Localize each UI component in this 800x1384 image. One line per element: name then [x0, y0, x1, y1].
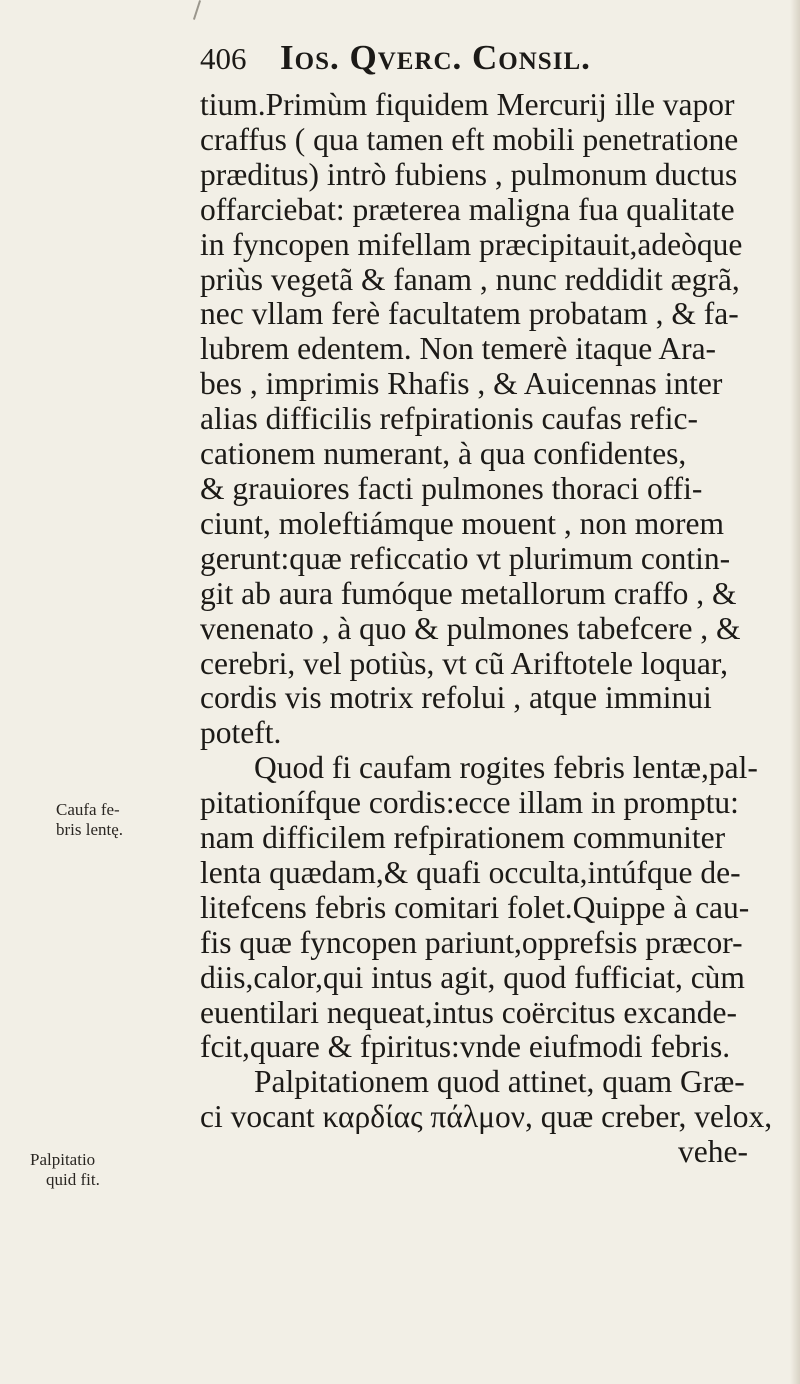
text-line: & grauiores facti pulmones thoraci offi-	[200, 470, 703, 506]
marginal-note-caufa	[56, 800, 166, 840]
text-line: præditus) intrò fubiens , pulmonum ductus	[200, 156, 738, 192]
text-line: ciunt, moleftiámque mouent , non morem	[200, 505, 725, 541]
text-line: nam difficilem refpirationem communiter	[200, 820, 726, 856]
text-line: pitationífque cordis:ecce illam in promptu:	[200, 785, 739, 821]
text-line: nec vllam ferè facultatem probatam , & fa-	[200, 296, 739, 332]
text-line: euentilari nequeat,intus coërcitus excande-	[200, 994, 738, 1030]
text-line: cordis vis motrix refolui , atque imminui	[200, 680, 712, 716]
text-line: fcit,quare & fpiritus:vnde eiufmodi febris.	[200, 1029, 731, 1065]
text-line: priùs vegetã & fanam , nunc reddidit ægrã,	[200, 261, 740, 297]
marginal-note-line: quid fit.	[46, 1170, 100, 1189]
page-edge-shadow	[790, 0, 800, 1384]
text-line: tium.Primùm fiquidem Mercurij ille vapor	[200, 87, 735, 122]
body-text	[200, 88, 784, 1170]
text-line: diis,calor,qui intus agit, quod fufficiat, cùm	[200, 959, 745, 995]
paragraph-start-line: Palpitationem quod attinet, quam Græ-	[254, 1064, 745, 1100]
text-line: gerunt:quæ reficcatio vt plurimum contin-	[200, 540, 731, 576]
running-title: Ios. Qverc. Consil.	[280, 38, 591, 77]
text-line: litefcens febris comitari folet.Quippe à cau-	[200, 889, 750, 925]
text-line: cationem numerant, à qua confidentes,	[200, 436, 687, 472]
text-line: ci vocant καρδίας πάλμον, quæ creber, velox,	[200, 1099, 773, 1135]
catchword: vehe-	[678, 1134, 748, 1170]
text-line: git ab aura fumóque metallorum craffo , &	[200, 575, 737, 611]
text-line: in fyncopen mifellam præcipitauit,adeòque	[200, 226, 743, 262]
marginal-note-line: bris lentę.	[56, 820, 124, 839]
text-line: alias difficilis refpirationis caufas refic-	[200, 401, 698, 437]
text-line: lenta quædam,& quafi occulta,intúfque de-	[200, 854, 741, 890]
marginal-note-palpitatio	[30, 1150, 140, 1190]
running-head	[200, 38, 591, 88]
marginal-note-line: Caufa fe-	[56, 800, 120, 819]
text-line: poteft.	[200, 715, 282, 751]
text-line: venenato , à quo & pulmones tabefcere , &	[200, 610, 741, 646]
page-stain-mark	[193, 0, 201, 20]
paragraph-start-line: Quod fi caufam rogites febris lentæ,pal-	[254, 750, 758, 786]
text-line: lubrem edentem. Non temerè itaque Ara-	[200, 331, 717, 367]
text-line: offarciebat: præterea maligna fua qualitate	[200, 191, 735, 227]
text-line: bes , imprimis Rhafis , & Auicennas inter	[200, 366, 723, 402]
page-number: 406	[200, 41, 247, 76]
text-line: fis quæ fyncopen pariunt,opprefsis præcor-	[200, 924, 743, 960]
marginal-note-line: Palpitatio	[30, 1150, 96, 1169]
text-line: cerebri, vel potiùs, vt cũ Ariftotele loquar,	[200, 645, 728, 681]
text-line: craffus ( qua tamen eft mobili penetratione	[200, 121, 739, 157]
